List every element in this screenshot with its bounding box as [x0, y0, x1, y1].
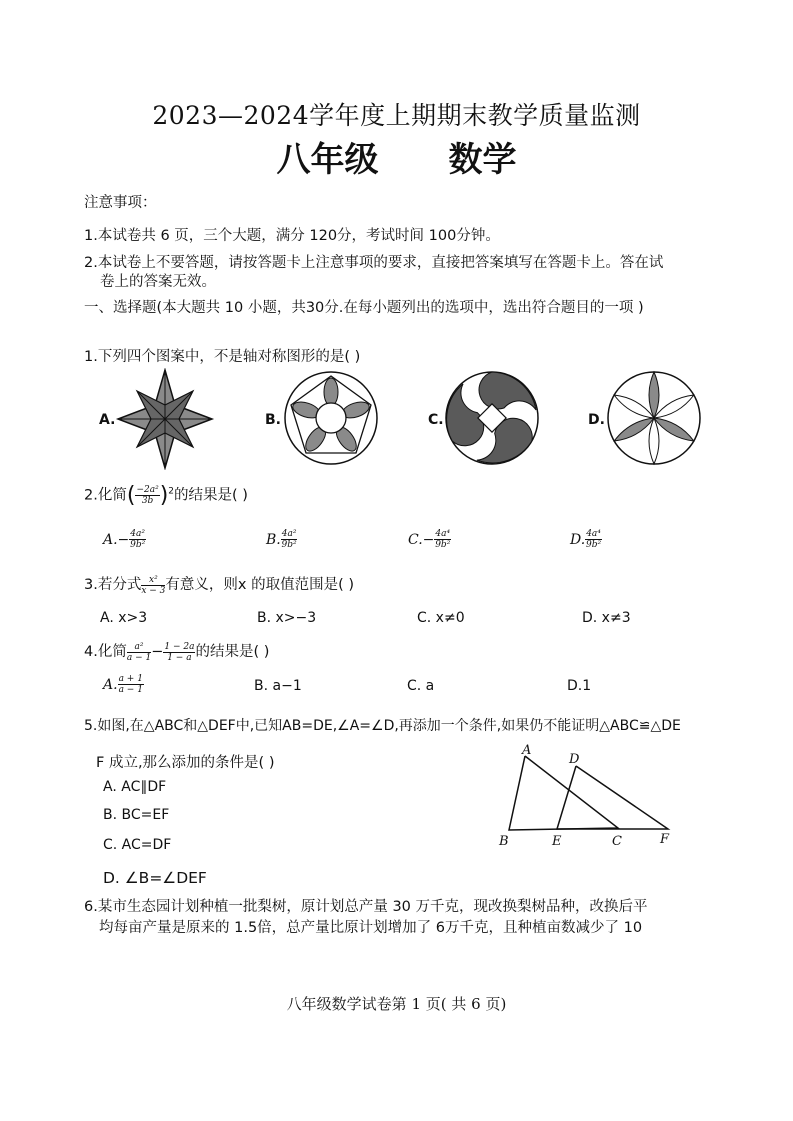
- subject-label: 数学: [448, 140, 517, 180]
- exam-subtitle: [0, 132, 793, 181]
- q1-figure-b-pentagon-petals: [283, 370, 379, 466]
- q4-option-c: C. a: [407, 678, 435, 694]
- q1-figure-a-compass-star: [115, 368, 215, 470]
- q5-stem-line2: F 成立,那么添加的条件是( ): [96, 755, 275, 771]
- q2-prefix: 2.化简: [84, 487, 127, 504]
- exam-title: 2023—2024学年度上期期末教学质量监测: [152, 101, 641, 130]
- q5-option-c: C. AC=DF: [103, 837, 172, 853]
- q1-label-d: D.: [588, 412, 605, 428]
- point-f-label: F: [660, 832, 670, 847]
- q1-stem: 1.下列四个图案中，不是轴对称图形的是( ): [84, 349, 361, 365]
- q5-stem-line1: 5.如图,在△ABC和△DEF中,已知AB=DE,∠A=∠D,再添加一个条件,如果仍不能证明△ABC≌△DE: [84, 718, 681, 734]
- q2-option-c: C.− $\frac{\text{4a⁴}}{\text{9b²}}$: [408, 529, 451, 550]
- q3-option-b: B. x>−3: [257, 610, 317, 626]
- q5-option-d: D. ∠B=∠DEF: [103, 869, 207, 887]
- page-footer: 八年级数学试卷第 1 页( 共 6 页): [286, 995, 507, 1013]
- q2-suffix: 的结果是( ): [174, 487, 248, 504]
- notice-heading: 注意事项：: [84, 195, 157, 211]
- notice-item-1: 1.本试卷共 6 页，三个大题，满分 120分，考试时间 100分钟。: [84, 228, 500, 244]
- q6-line2: 均每亩产量是原来的 1.5倍，总产量比原计划增加了 6万千克，且种植亩数减少了 10: [99, 920, 643, 936]
- q3-option-c: C. x≠0: [417, 610, 465, 626]
- q2-expression-den: 3b: [141, 496, 154, 506]
- q4-option-d: D.1: [567, 678, 592, 694]
- q2-option-d: D. $\frac{\text{4a⁴}}{\text{9b²}}$: [570, 529, 602, 550]
- q5-option-a: A. AC∥DF: [103, 779, 167, 795]
- q1-label-a: A.: [99, 412, 116, 428]
- point-b-label: B: [499, 834, 509, 849]
- notice-item-2b: 卷上的答案无效。: [100, 274, 216, 290]
- point-e-label: E: [552, 834, 562, 849]
- q3-stem: 3.若分式 $\frac{\text{x²}}{x - 3}$ 有意义，则x 的取值范围是( ): [84, 574, 355, 596]
- q1-label-c: C.: [428, 412, 444, 428]
- q2-option-b: B. $\frac{\text{4a²}}{\text{9b²}}$: [266, 529, 297, 550]
- q2-option-a: A.− $\frac{\text{4a²}}{\text{9b²}}$: [103, 529, 146, 550]
- point-d-label: D: [569, 752, 580, 767]
- q4-stem: 4.化简 $\frac{\text{a²}}{a - 1}$ − $\frac{1 - 2a}{1 - a}$ 的结果是( ): [84, 641, 270, 663]
- notice-item-2a: 2.本试卷上不要答题，请按答题卡上注意事项的要求，直接把答案填写在答题卡上。答在试: [84, 255, 664, 271]
- q2-expression-num: −2a²: [136, 485, 159, 495]
- q5-figure-triangles: [490, 742, 680, 854]
- q5-option-b: B. BC=EF: [103, 807, 170, 823]
- q3-option-a: A. x>3: [100, 610, 148, 626]
- q4-option-a: A. $\frac{a + 1}{a - 1}$: [103, 674, 143, 695]
- q2-stem: 2.化简( $\frac{\text{−2a²}}{3b}$ )$^2$的结果是( ): [84, 483, 248, 508]
- q1-label-b: B.: [265, 412, 281, 428]
- q1-figure-c-triple-swirl: [444, 370, 540, 466]
- point-c-label: C: [612, 834, 622, 849]
- q1-figure-d-six-petal-flower: [606, 370, 702, 466]
- q6-line1: 6.某市生态园计划种植一批梨树，原计划总产量 30 万千克，现改换梨树品种，改换后平: [84, 899, 648, 915]
- q2-expression: [135, 485, 159, 506]
- section-1-heading: 一、选择题(本大题共 10 小题，共30分.在每小题列出的选项中，选出符合题目的一项 ): [84, 300, 644, 316]
- q4-option-b: B. a−1: [254, 678, 302, 694]
- q3-option-d: D. x≠3: [582, 610, 631, 626]
- grade-label: 八年级: [276, 140, 379, 180]
- point-a-label: A: [522, 743, 532, 758]
